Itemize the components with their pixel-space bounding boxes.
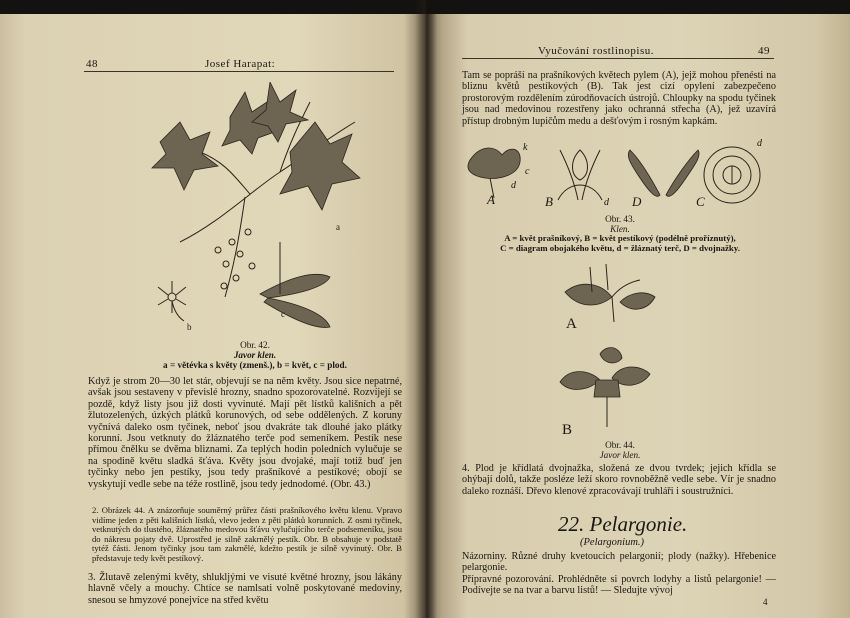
signature-mark: 4 <box>763 597 768 607</box>
left-paragraph-2: 2. Obrázek 44. A znázorňuje souměrný průřez části prašníkového květu klenu. Vpravo vidíme jeden z pěti kališních lístků, vlevo jeden z pěti plátků korunních. Z osmi tyčinek, vetknutých do tlustého, žláznatého medovou šťávu vylučujícího terče podsemeníku, jsou do nákresu pojaty dvě. Uprostřed je silně zakrnělý pestík. Obr. B obsahuje v podstatě tytéž části. Jenom tyčinky jsou tam zakrnělé, kdežto pestík je silně vyvinutý. Obr. B představuje tedy květ pestíkový. <box>92 505 402 563</box>
fig43-label-A: A <box>487 192 495 207</box>
fig43-label-c: c <box>525 166 530 177</box>
fig43-label-D: D <box>632 194 642 209</box>
fig43-label-B: B <box>545 194 553 209</box>
fig44-caption-number: Obr. 44. <box>605 440 635 450</box>
section-subheading: (Pelargonium.) <box>580 537 645 548</box>
right-paragraph-4: 4. Plod je křídlatá dvojnažka, složená ze dvou tvrdek; jejich křídla se ohýbají dolů, takže posléze leží skoro rovnoběžně vedle sebe. Vír je snadno daleko roznáší. Dřevo klenové zpracovávají truhláři i soustružníci. <box>462 463 776 497</box>
fig42-caption-number: Obr. 42. <box>240 340 270 350</box>
fig42-caption-legend: a = větévka s květy (zmenš.), b = květ, c = plod. <box>163 360 347 370</box>
running-header-right: Vyučování rostlinopisu. <box>538 45 654 57</box>
fig43-caption-number: Obr. 43. <box>605 214 635 224</box>
fig44-caption-title: Javor klen. <box>599 450 641 460</box>
fig43-caption-title: Klen. <box>610 224 630 234</box>
fig43-caption-legend-2: C = diagram obojakého květu, d = žláznatý terč, D = dvojnažky. <box>500 243 740 253</box>
left-paragraph-3: 3. Žlutavě zelenými květy, shlukljými ve visuté květné hrozny, jsou lákány hlavně včely a mouchy. Chtíce se namlsati volně poskytované medoviny, snesou se hmyzové ponejvíce na střed květu <box>88 572 402 606</box>
fig44-illustrations <box>550 262 680 432</box>
running-header-left: Josef Harapat: <box>205 58 276 70</box>
right-paragraph-5: Názorniny. Různé druhy kvetoucích pelargonií; plody (nažky). Hřebenice pelargonie. <box>462 551 776 574</box>
book-gutter <box>415 0 437 618</box>
left-paragraph-1: Když je strom 20—30 let stár, objevují se na něm květy. Jsou sice nepatrné, avšak jsou sestaveny v převislé hrozny, snadno spozorovatelné. Rozvíjejí se pozdě, když listy jsou již dosti vyvinuté. Mají pět lístků kališních a pět žlutozelených, úzkých plátků korunových, od sebe oddělených. Z koruny vyčnívá daleko osm tyčinek, neboť jsou dvakráte tak dlouhé jako plátky korunní. Jsou vetknuty do žláznatého terče pod semeníkem. Pestík nese přímou čnělku se dvěma bliznami. Za teplých hodin poledních vylučuje se na spodině květu sladká šťáva. Květy jsou dvojaké, mají totiž buď jen tyčinky nebo jen pestíky, jsou tedy prašníkové a pestíkové; obojí se vyskytují vedle sebe na téže rostlině, jsou tedy jednodomé. (Obr. 43.) <box>88 376 402 490</box>
fig42-caption-title: Javor klen. <box>233 350 277 360</box>
fig43-label-k: k <box>523 142 528 153</box>
fig43-label-d2: d <box>604 197 609 208</box>
page-number-right: 49 <box>758 45 770 57</box>
fig42-label-c: c <box>281 309 285 319</box>
fig42-label-b: b <box>187 322 192 332</box>
fig42-label-a: a <box>336 222 340 232</box>
page-number-left: 48 <box>86 58 98 70</box>
header-rule-left <box>84 71 394 72</box>
fig43-illustrations <box>460 140 780 220</box>
right-paragraph-6: Přípravné pozorování. Prohlédněte si povrch lodyhy a listů pelargonie! — Podívejte se na tvar a barvu listů! — Sledujte vývoj <box>462 574 776 597</box>
fig43-label-C: C <box>696 194 705 209</box>
right-paragraph-top: Tam se popráší na prašníkových květech pylem (A), jejž mohou přenésti na bliznu květů pestíkových (B). Tak jest cizí opylení zabezpečeno prostorovým rozdělením zúrodňovacích ústrojů. Chloupky na spodu tyčinek jsou nad medovinou rozestřeny jako ochranná střecha (A), jež uzavírá přístup drobným lupičům medu a dešťovým i rosným kapkám. <box>462 70 776 127</box>
fig44-label-A: A <box>566 316 577 332</box>
header-rule-right <box>462 58 774 59</box>
maple-branch-illustration <box>140 82 380 332</box>
fig43-label-d1: d <box>511 180 516 191</box>
fig43-label-d3: d <box>757 138 762 149</box>
fig44-label-B: B <box>562 422 573 438</box>
fig43-caption-legend-1: A = květ prašníkový, B = květ pestíkový (podélně proříznutý), <box>504 233 736 243</box>
section-heading: 22. Pelargonie. <box>558 512 688 536</box>
